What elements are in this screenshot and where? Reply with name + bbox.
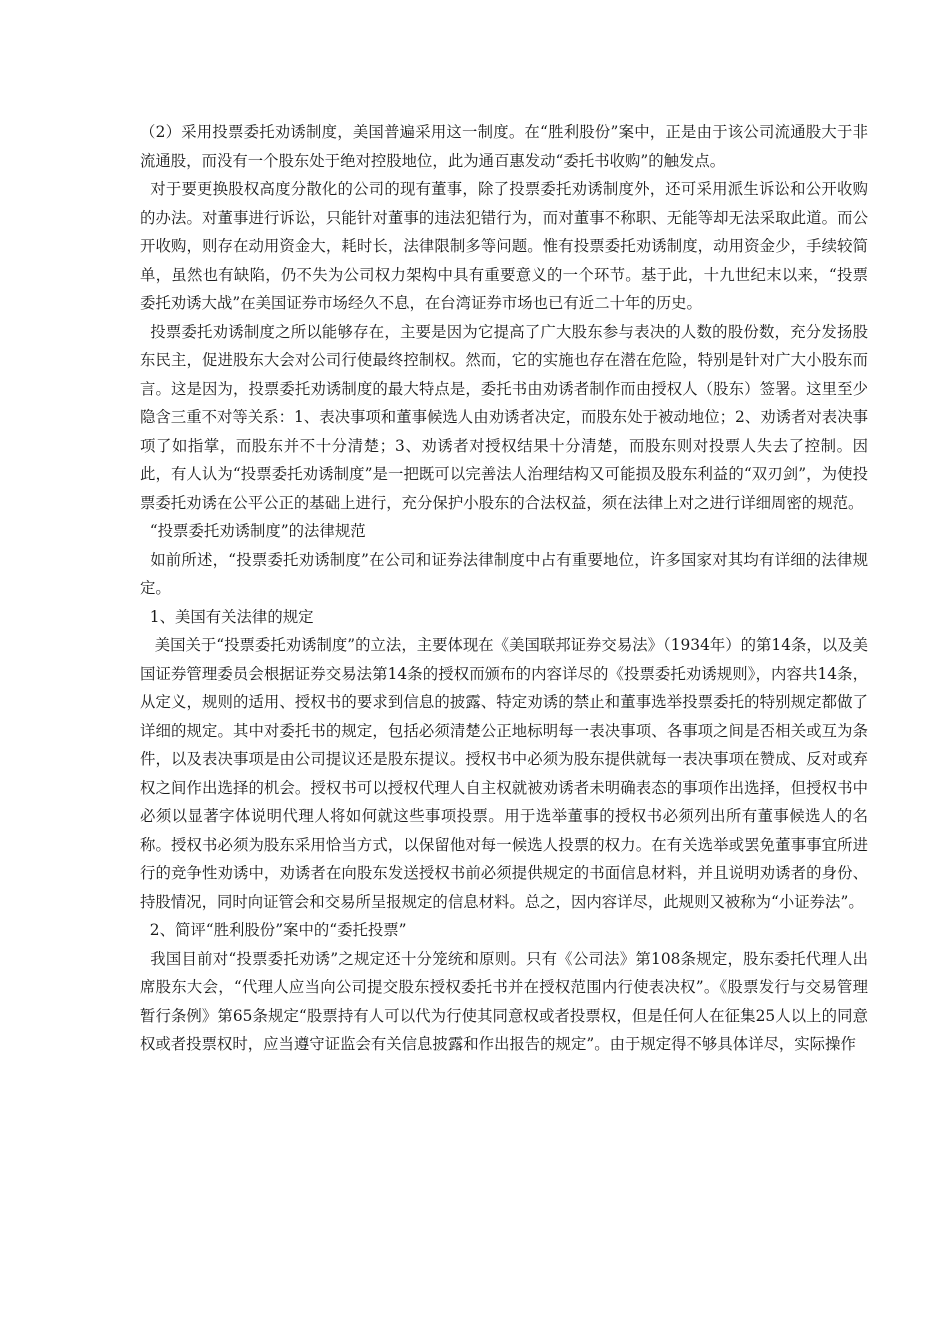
paragraph-risks-of-proxy-solicitation: 投票委托劝诱制度之所以能够存在，主要是因为它提高了广大股东参与表决的人数的股份数，充分发扬股东民主，促进股东大会对公司行使最终控制权。然而，它的实施也存在潜在危险，特别是针对广大小股东而言。这是因为，投票委托劝诱制度的最大特点是，委托书由劝诱者制作而由授权人（股东）签署。这里至少隐含三重不对等关系：1、表决事项和董事候选人由劝诱者决定，而股东处于被动地位；2、劝诱者对表决事项了如指掌，而股东并不十分清楚；3、劝诱者对授权结果十分清楚，而股东则对投票人失去了控制。因此，有人认为“投票委托劝诱制度”是一把既可以完善法人治理结构又可能损及股东利益的“双刃剑”，为使投票委托劝诱在公平公正的基础上进行，充分保护小股东的合法权益，须在法律上对之进行详细周密的规范。 [140, 322, 868, 512]
paragraph-proxy-solicitation-adoption: （2）采用投票委托劝诱制度，美国普遍采用这一制度。在“胜利股份”案中，正是由于该公司流通股大于非流通股，而没有一个股东处于绝对控股地位，此为通百惠发动“委托书收购”的触发点。 [140, 123, 868, 170]
section-heading-legal-norms: “投票委托劝诱制度”的法律规范 [140, 522, 366, 540]
paragraph-legal-importance: 如前所述，“投票委托劝诱制度”在公司和证券法律制度中占有重要地位，许多国家对其均有详细的法律规定。 [140, 550, 868, 597]
paragraph-china-regulations: 我国目前对“投票委托劝诱”之规定还十分笼统和原则。只有《公司法》第108条规定，股东委托代理人出席股东大会，“代理人应当向公司提交股东授权委托书并在授权范围内行使表决权”。《股票发行与交易管理暂行条例》第65条规定“股票持有人可以代为行使其同意权或者投票权，但是任何人在征集25人以上的同意权或者投票权时，应当遵守证监会有关信息披露和作出报告的规定”。由于规定得不够具体详尽，实际操作 [140, 949, 868, 1053]
document-body [140, 118, 868, 1059]
paragraph-us-securities-act: 美国关于“投票委托劝诱制度”的立法，主要体现在《美国联邦证券交易法》（1934年）的第14条，以及美国证券管理委员会根据证券交易法第14条的授权而颁布的内容详尽的《投票委托劝诱规则》，内容共14条，从定义，规则的适用、授权书的要求到信息的披露、特定劝诱的禁止和董事选举投票委托的特别规定都做了详细的规定。其中对委托书的规定，包括必须清楚公正地标明每一表决事项、各事项之间是否相关或互为条件，以及表决事项是由公司提议还是股东提议。授权书中必须为股东提供就每一表决事项在赞成、反对或弃权之间作出选择的机会。授权书可以授权代理人自主权就被劝诱者未明确表态的事项作出选择，但授权书中必须以显著字体说明代理人将如何就这些事项投票。用于选举董事的授权书必须列出所有董事候选人的名称。授权书必须为股东采用恰当方式，以保留他对每一候选人投票的权力。在有关选举或罢免董事事宜所进行的竞争性劝诱中，劝诱者在向股东发送授权书前必须提供规定的书面信息材料，并且说明劝诱者的身份、持股情况，同时向证管会和交易所呈报规定的信息材料。总之，因内容详尽，此规则又被称为“小证券法”。 [140, 636, 868, 911]
subheading-shengli-case-review: 2、简评“胜利股份”案中的“委托投票” [140, 921, 407, 939]
paragraph-replacing-directors: 对于要更换股权高度分散化的公司的现有董事，除了投票委托劝诱制度外，还可采用派生诉讼和公开收购的办法。对董事进行诉讼，只能针对董事的违法犯错行为，而对董事不称职、无能等却无法采取此道。而公开收购，则存在动用资金大，耗时长，法律限制多等问题。惟有投票委托劝诱制度，动用资金少，手续较简单，虽然也有缺陷，仍不失为公司权力架构中具有重要意义的一个环节。基于此，十九世纪末以来，“投票委托劝诱大战”在美国证券市场经久不息，在台湾证券市场也已有近二十年的历史。 [140, 180, 868, 312]
subheading-us-law: 1、美国有关法律的规定 [140, 607, 314, 626]
